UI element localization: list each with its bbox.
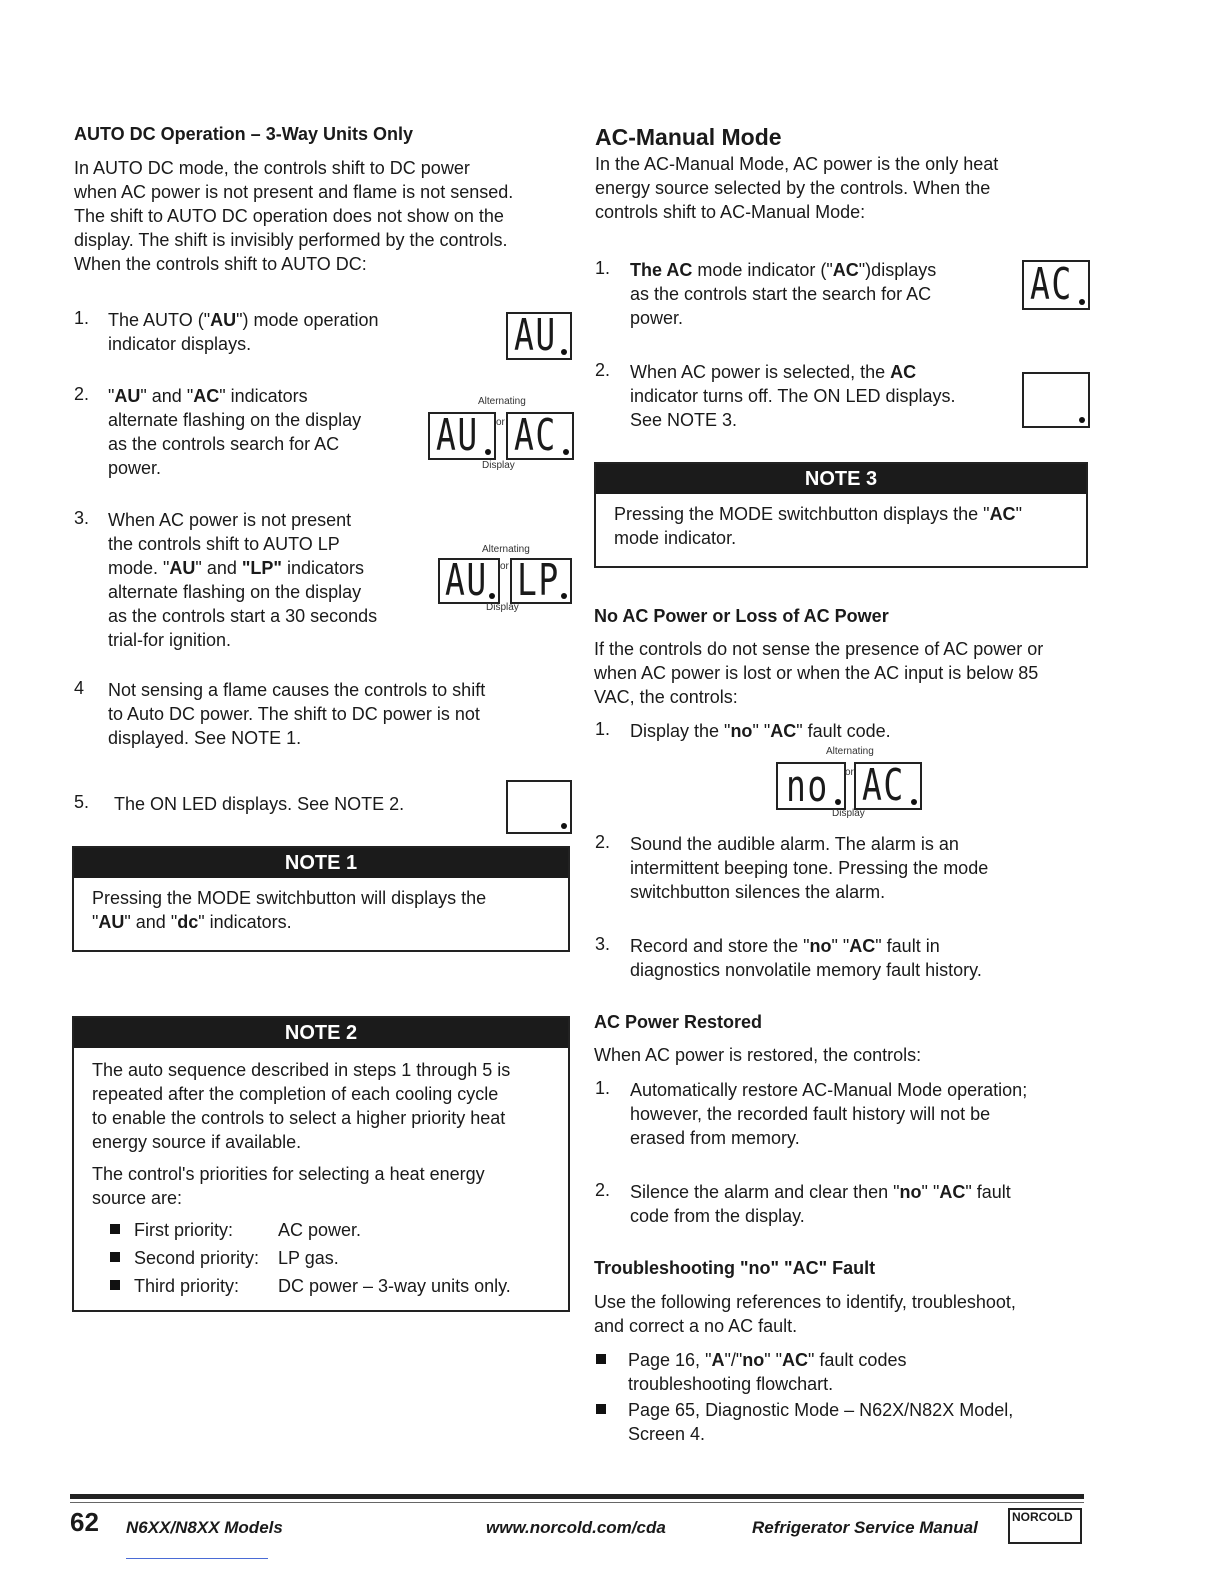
alternating-label: Alternating	[482, 544, 530, 555]
auto-dc-step-5: The ON LED displays. See NOTE 2.	[114, 794, 405, 814]
bullet-icon	[596, 1354, 606, 1364]
page-number: 62	[70, 1507, 99, 1537]
step-number: 2.	[595, 1180, 611, 1200]
bullet-icon	[110, 1280, 120, 1290]
auto-dc-step-2: "AU" and "AC" indicators alternate flashing on the display as the controls search for AC power.	[108, 386, 362, 478]
auto-dc-step-4: Not sensing a flame causes the controls to shift to Auto DC power. The shift to DC power is not displayed. See NOTE 1.	[108, 680, 486, 748]
au-display-icon: AU	[438, 558, 500, 604]
section-heading-ac-restored: AC Power Restored	[594, 1012, 763, 1032]
footer-models: N6XX/N8XX Models	[126, 1518, 283, 1537]
ac-restored-step-1: Automatically restore AC-Manual Mode operation; however, the recorded fault history will not be erased from memory.	[630, 1080, 1028, 1148]
bullet-icon	[596, 1404, 606, 1414]
display-label: Display	[482, 460, 515, 471]
footer-rule-thin	[70, 1502, 1084, 1503]
note-2-body: The auto sequence described in steps 1 through 5 is repeated after the completion of each cooling cycle to enable the controls to select a higher priority heat energy source if available. The control's priorities for selecting a heat energy source are: First priority: AC power. Second priority: LP gas. Third priority: DC power – 3-way units only.	[74, 1048, 568, 1308]
ac-display-icon: AC	[1022, 260, 1090, 310]
bullet-icon	[110, 1252, 120, 1262]
or-label: or	[845, 767, 854, 778]
footer-rule	[70, 1494, 1084, 1499]
no-display-icon: no	[776, 762, 846, 810]
step-number: 2.	[595, 832, 611, 852]
footer-underline	[126, 1558, 268, 1559]
on-led-display-icon	[1022, 372, 1090, 428]
ac-restored-step-2: Silence the alarm and clear then "no" "AC" fault code from the display.	[630, 1182, 1011, 1226]
norcold-logo: NORCOLD	[1008, 1508, 1082, 1544]
step-number: 1.	[595, 1078, 611, 1098]
no-ac-step-2: Sound the audible alarm. The alarm is an intermittent beeping tone. Pressing the mode switchbutton silences the alarm.	[630, 834, 989, 902]
ac-display-icon: AC	[854, 762, 922, 810]
troubleshooting-reference-1: Page 16, "A"/"no" "AC" fault codes troubleshooting flowchart.	[596, 1348, 906, 1396]
note-3-body: Pressing the MODE switchbutton displays the "AC" mode indicator.	[614, 504, 1022, 548]
step-number: 1.	[595, 258, 611, 278]
note-1-title: NOTE 1	[74, 848, 568, 878]
or-label: or	[496, 417, 505, 428]
list-item: Third priority: DC power – 3-way units only.	[110, 1272, 550, 1300]
note-2-title: NOTE 2	[74, 1018, 568, 1048]
alternating-label: Alternating	[826, 746, 874, 757]
auto-dc-step-3: When AC power is not present the controls shift to AUTO LP mode. "AU" and "LP" indicators alternate flashing on the display as the controls start a 30 seconds trial-for ignition.	[108, 510, 378, 650]
step-number: 5.	[74, 792, 90, 812]
troubleshooting-reference-2: Page 65, Diagnostic Mode – N62X/N82X Model, Screen 4.	[596, 1398, 1013, 1446]
no-ac-step-3: Record and store the "no" "AC" fault in diagnostics nonvolatile memory fault history.	[630, 936, 982, 980]
au-display-icon: AU	[428, 412, 496, 460]
alternating-label: Alternating	[478, 396, 526, 407]
no-ac-step-1: Display the "no" "AC" fault code.	[630, 721, 891, 741]
section-heading-ac-manual: AC-Manual Mode	[595, 124, 782, 150]
auto-dc-intro: In AUTO DC mode, the controls shift to DC power when AC power is not present and flame is not sensed. The shift to AUTO DC operation does not show on the display. The shift is invisibly performed by the controls. When the controls shift to AUTO DC:	[74, 158, 514, 274]
footer-url[interactable]: www.norcold.com/cda	[486, 1518, 666, 1537]
step-number: 3.	[74, 508, 90, 528]
step-number: 3.	[595, 934, 611, 954]
list-item: First priority: AC power.	[110, 1216, 550, 1244]
no-ac-intro: If the controls do not sense the presence of AC power or when AC power is lost or when the AC input is below 85 VAC, the controls:	[594, 639, 1044, 707]
step-number: 1.	[595, 719, 611, 739]
priority-list	[92, 1216, 550, 1300]
section-heading-auto-dc: AUTO DC Operation – 3-Way Units Only	[74, 124, 414, 144]
or-label: or	[500, 561, 509, 572]
section-heading-no-ac: No AC Power or Loss of AC Power	[594, 606, 889, 626]
note-3-box	[594, 462, 1088, 568]
bullet-icon	[110, 1224, 120, 1234]
footer-manual-title: Refrigerator Service Manual	[752, 1518, 978, 1537]
ac-manual-step-2: When AC power is selected, the AC indicator turns off. The ON LED displays. See NOTE 3.	[630, 362, 956, 430]
list-item: Second priority: LP gas.	[110, 1244, 550, 1272]
step-number: 4	[74, 678, 85, 698]
ac-restored-intro: When AC power is restored, the controls:	[594, 1045, 922, 1065]
on-led-display-icon	[506, 780, 572, 834]
display-label: Display	[832, 808, 865, 819]
note-1-box	[72, 846, 570, 952]
ac-display-icon: AC	[506, 412, 574, 460]
note-2-box	[72, 1016, 570, 1312]
auto-dc-step-1: The AUTO ("AU") mode operation indicator displays.	[108, 310, 379, 354]
step-number: 2.	[74, 384, 90, 404]
note-1-body: Pressing the MODE switchbutton will displays the "AU" and "dc" indicators.	[92, 888, 487, 932]
step-number: 1.	[74, 308, 90, 328]
ac-manual-step-1: The AC mode indicator ("AC")displays as the controls start the search for AC power.	[630, 260, 937, 328]
display-label: Display	[486, 602, 519, 613]
lp-display-icon: LP	[510, 558, 572, 604]
section-heading-troubleshooting: Troubleshooting "no" "AC" Fault	[594, 1258, 876, 1278]
troubleshooting-intro: Use the following references to identify, troubleshoot, and correct a no AC fault.	[594, 1292, 1016, 1336]
ac-manual-intro: In the AC-Manual Mode, AC power is the only heat energy source selected by the controls. When the controls shift to AC-Manual Mode:	[595, 154, 999, 222]
au-display-icon: AU	[506, 312, 572, 360]
step-number: 2.	[595, 360, 611, 380]
note-3-title: NOTE 3	[596, 464, 1086, 494]
